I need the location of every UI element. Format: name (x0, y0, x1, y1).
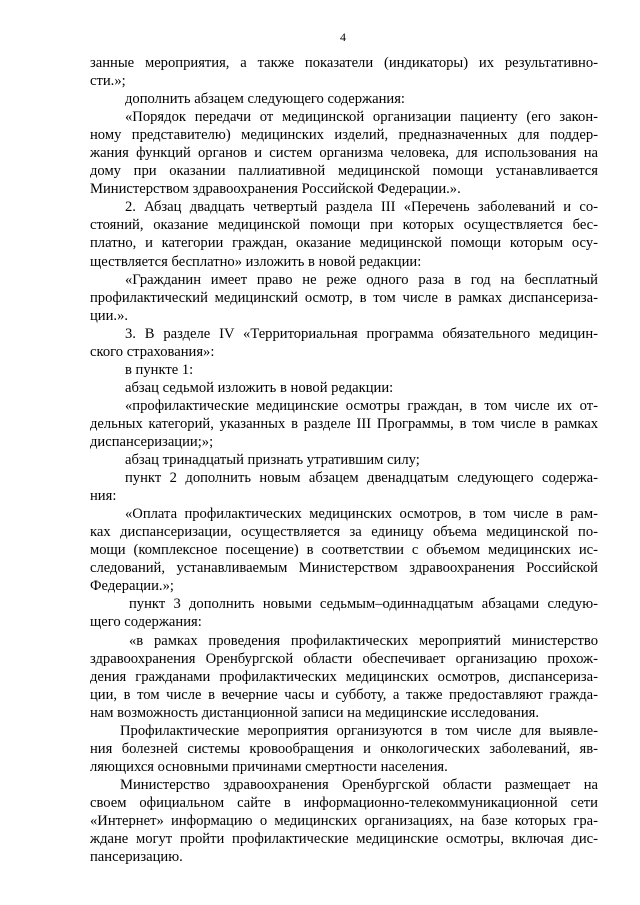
text-line: 2. Абзац двадцать четвертый раздела III «Перечень заболеваний и со- (125, 199, 598, 216)
text-line: абзац тринадцатый признать утратившим силу; (125, 452, 420, 469)
text-line: щего содержания: (90, 614, 202, 631)
text-line: Министерством здравоохранения Российской Федерации.». (90, 181, 461, 198)
text-line: Федерации.»; (90, 578, 174, 595)
text-line: ному представителю) медицинских изделий, предназначенных для поддер- (90, 127, 598, 144)
text-line: пансеризацию. (90, 849, 183, 866)
text-line: ния: (90, 488, 117, 505)
text-line: следований, устанавливаемым Министерством здравоохранения Российской (90, 560, 598, 577)
text-line: Министерство здравоохранения Оренбургской области размещает на (120, 776, 598, 793)
text-line: «Порядок передачи от медицинской организации пациенту (его закон- (125, 109, 598, 126)
text-line: «Оплата профилактических медицинских осмотров, в том числе в рам- (125, 506, 598, 523)
text-line: здравоохранения Оренбургской области обеспечивает организацию прохож- (90, 650, 598, 667)
text-line: 3. В разделе IV «Территориальная программа обязательного медицин- (125, 325, 598, 342)
text-line: дения гражданами профилактических медицинских осмотров, диспансериза- (90, 668, 598, 685)
text-line: ляющихся основными причинами смертности населения. (90, 758, 448, 775)
text-line: занные мероприятия, а также показатели (индикаторы) их результативно- (90, 55, 598, 71)
text-line: «Интернет» информацию о медицинских организациях, на базе которых гра- (90, 812, 598, 829)
text-line: ции, в том числе в вечерние часы и субботу, а также предоставляют гражда- (90, 686, 598, 703)
text-line: ния болезней системы кровообращения и онкологических заболеваний, яв- (90, 740, 598, 757)
text-line: ках диспансеризации, осуществляется за единицу объема медицинской по- (90, 524, 598, 541)
text-line: сти.»; (90, 73, 126, 90)
text-line: ществляется бесплатно» изложить в новой редакции: (90, 253, 422, 270)
text-line: платно, и категории граждан, оказание медицинской помощи которым осу- (90, 235, 598, 252)
text-line: ждане могут пройти профилактические медицинские осмотры, включая дис- (90, 831, 598, 848)
text-line: жания функций органов и систем организма человека, для использования на (90, 145, 598, 162)
text-line: ции.». (90, 307, 129, 324)
text-line: пункт 3 дополнить новыми седьмым–одиннадцатым абзацами следую- (129, 596, 598, 613)
text-line: «Гражданин имеет право не реже одного раза в год на бесплатный (125, 271, 598, 288)
text-line: абзац седьмой изложить в новой редакции: (125, 379, 394, 396)
text-line: своем официальном сайте в информационно-телекоммуникационной сети (90, 794, 598, 811)
text-line: стояний, оказание медицинской помощи при которых осуществляется бес- (90, 217, 598, 234)
text-line: «профилактические медицинские осмотры граждан, в том числе их от- (125, 397, 598, 414)
document-body (90, 54, 598, 866)
text-line: мощи (комплексное посещение) в соответствии с объемом медицинских ис- (90, 542, 598, 559)
text-line: профилактический медицинский осмотр, в том числе в рамках диспансериза- (90, 289, 598, 306)
text-line: в пункте 1: (125, 361, 194, 378)
text-line: дополнить абзацем следующего содержания: (125, 91, 405, 108)
text-line: дельных категорий, указанных в разделе III Программы, в том числе в рамках (90, 415, 598, 432)
text-line: ского страхования»: (90, 343, 215, 360)
text-line: Профилактические мероприятия организуются в том числе для выявле- (120, 722, 598, 739)
text-line: пункт 2 дополнить новым абзацем двенадцатым следующего содержа- (125, 470, 598, 487)
text-line: нам возможность дистанционной записи на медицинские исследования. (90, 704, 539, 721)
page-number: 4 (340, 30, 346, 44)
text-line: диспансеризации;»; (90, 433, 214, 450)
text-line: дому при оказании паллиативной медицинской помощи устанавливается (90, 163, 598, 180)
text-line: «в рамках проведения профилактических мероприятий министерство (129, 632, 598, 649)
